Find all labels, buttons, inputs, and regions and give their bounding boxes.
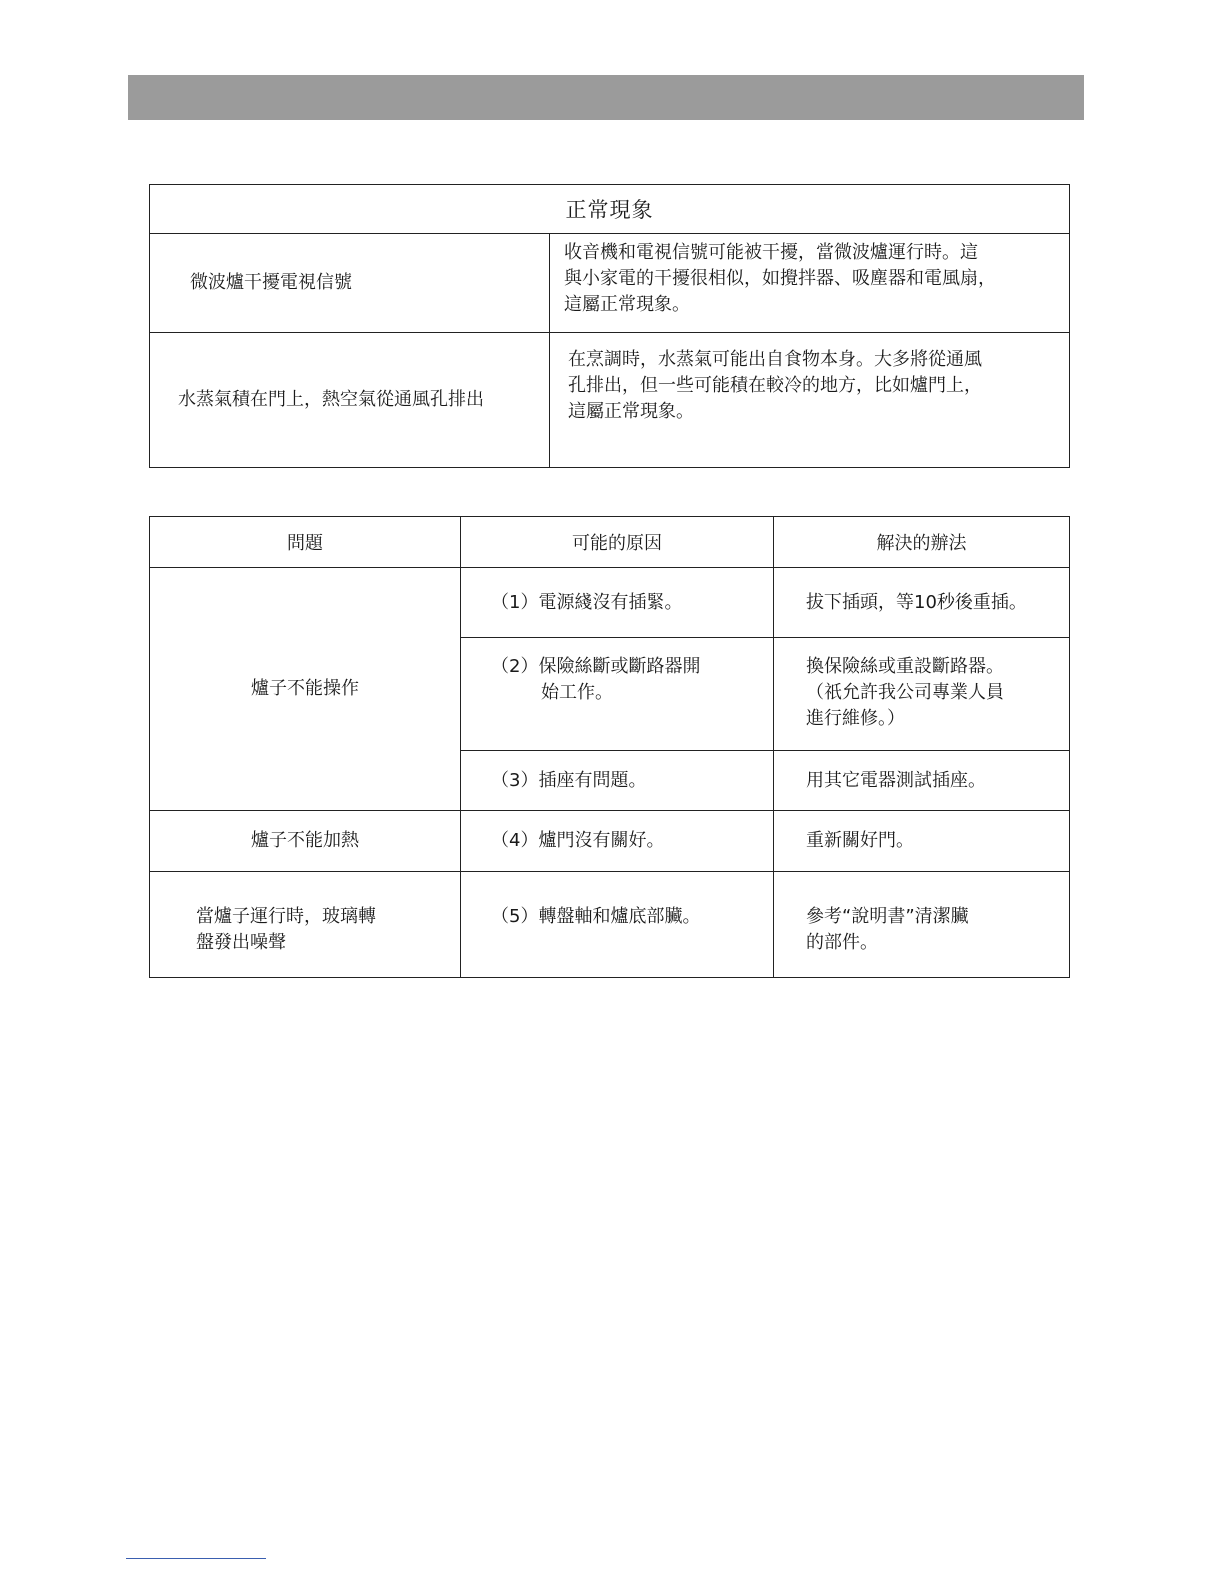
section-header-bar [128,75,1084,120]
problem-cell [150,872,461,978]
table-row [150,333,1070,468]
explanation-cell [550,333,1070,468]
explanation-cell [550,234,1070,333]
phenomenon-cell: 微波爐干擾電視信號 [150,234,550,333]
solution-cell: 拔下插頭，等10秒後重插。 [774,568,1070,638]
problem-cell: 爐子不能操作 [150,568,461,811]
cause-cell: （4）爐門沒有關好。 [461,811,774,872]
header-solution: 解決的辦法 [774,517,1070,568]
explanation-line: 孔排出，但一些可能積在較冷的地方，比如爐門上， [568,375,982,396]
troubleshooting-table [149,516,1070,978]
explanation-line: 與小家電的干擾很相似，如攪拌器、吸塵器和電風扇， [564,268,996,289]
phenomenon-cell: 水蒸氣積在門上，熱空氣從通風孔排出 [150,333,550,468]
explanation-line: 這屬正常現象。 [564,294,690,315]
normal-table-title: 正常現象 [150,185,1070,234]
header-problem: 問題 [150,517,461,568]
cause-cell: （1）電源綫沒有插緊。 [461,568,774,638]
table-row [150,811,1070,872]
solution-line: 的部件。 [806,932,878,953]
explanation-line: 這屬正常現象。 [568,401,694,422]
solution-cell: 用其它電器測試插座。 [774,751,1070,811]
explanation-line: 收音機和電視信號可能被干擾，當微波爐運行時。這 [564,242,978,263]
header-cause: 可能的原因 [461,517,774,568]
solution-cell [774,872,1070,978]
solution-cell: 重新關好門。 [774,811,1070,872]
explanation-line: 在烹調時，水蒸氣可能出自食物本身。大多將從通風 [568,349,982,370]
table-row [150,872,1070,978]
solution-line: 換保險絲或重設斷路器。 [806,656,1004,677]
table-row [150,234,1070,333]
problem-line: 當爐子運行時，玻璃轉 [196,906,376,927]
cause-cell: （3）插座有問題。 [461,751,774,811]
solution-line: 進行維修。） [806,708,905,729]
cause-line: 始工作。 [541,682,613,703]
solution-line: （祇允許我公司專業人員 [806,682,1004,703]
normal-phenomena-table [149,184,1070,468]
cause-line: （2）保險絲斷或斷路器開 [491,656,701,677]
cause-cell: （5）轉盤軸和爐底部臟。 [461,872,774,978]
table-header-row [150,517,1070,568]
footer-divider [126,1558,266,1559]
problem-line: 盤發出噪聲 [196,932,286,953]
table-row [150,568,1070,638]
cause-cell [461,638,774,751]
solution-line: 參考“說明書”清潔臟 [806,906,969,927]
solution-cell [774,638,1070,751]
problem-cell: 爐子不能加熱 [150,811,461,872]
